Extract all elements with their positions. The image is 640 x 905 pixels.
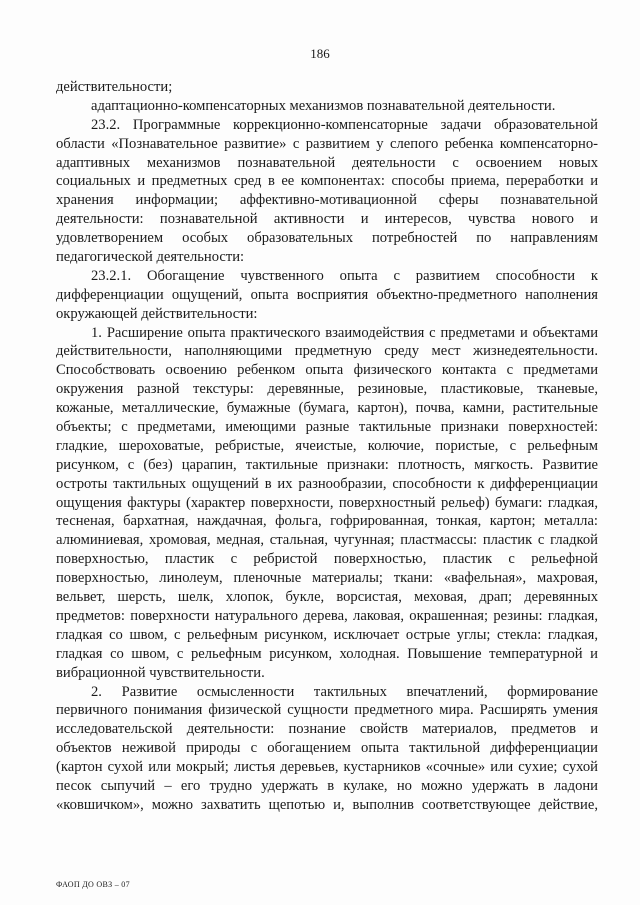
text-line: тесненая, бархатная, наждачная, фольга, гофрированная, тонкая, картон; металла: [56,513,598,530]
text-line: (картон сухой или мокрый; листья деревьев, кустарников «сочные» или сухие; сухой [56,759,598,776]
text-line: объектов неживой природы с обогащением опыта тактильной дифференциации [56,740,598,757]
text-line: вельвет, шерсть, шелк, хлопок, букле, ворсистая, меховая, драп; деревянных [56,589,598,606]
text-line: 2. Развитие осмысленности тактильных впечатлений, формирование [91,683,598,700]
text-line: деятельности: познавательной активности и интересов, чувства нового и [56,211,598,228]
text-line: гладкие, шероховатые, ребристые, ячеистые, колючие, пористые, с рельефным [56,437,598,454]
text-line: исследовательской деятельности: познание свойств материалов, предметов и [56,721,598,738]
text-line: песок сыпучий – его трудно удержать в кулаке, но можно удержать в ладони [56,777,598,794]
body-text [56,78,598,815]
text-line: гладкая со швом, с рельефным рисунком, холодная. Повышение температурной и [56,645,598,662]
text-line: первичного понимания физической сущности предметного мира. Расширять умения [56,702,598,719]
text-line: удовлетворением особых образовательных потребностей по направлениям [56,230,598,247]
text-line: алюминиевая, хромовая, медная, стальная, чугунная; пластмассы: пластик с гладкой [56,532,598,549]
text-line: Способствовать освоению ребенком опыта физического контакта с предметами [56,362,598,379]
text-line: поверхностью, линолеум, пленочные материалы; ткани: «вафельная», махровая, [56,570,598,587]
text-line: рисунком, с (без) царапин, тактильные признаки: плотность, мягкость. Развитие [56,456,598,473]
text-line: хранения информации; аффективно-мотивационной сферы познавательной [56,192,598,209]
page-footer: ФАОП ДО ОВЗ – 07 [56,880,130,889]
text-line: остроты тактильных ощущений в их разнообразии, способности к дифференциации [56,475,598,492]
text-line: объекты; с предметами, имеющими разные тактильные признаки поверхностей: [56,419,598,436]
text-line: социальных и предметных сред в ее компонентах: способы приема, переработки и [56,173,598,190]
text-line: окружающей действительности: [56,305,258,322]
text-line: кожаные, металлические, бумажные (бумага, картон), почва, камни, растительные [56,400,598,417]
text-line: гладкая со швом, с рельефным рисунком, исключает острые углы; стекла: гладкая, [56,626,598,643]
text-line: «ковшичком», можно захватить щепотью и, выполнив соответствующее действие, [56,796,598,813]
text-line: адаптивных механизмов познавательной деятельности с освоением новых [56,154,598,171]
text-line: адаптационно-компенсаторных механизмов познавательной деятельности. [91,97,556,114]
text-line: 23.2. Программные коррекционно-компенсаторные задачи образовательной [91,116,598,133]
text-line: действительности; [56,79,173,95]
text-line: окружения разной текстуры: деревянные, резиновые, пластиковые, тканевые, [56,381,598,398]
text-line: области «Познавательное развитие» с развитием у слепого ребенка компенсаторно- [56,135,598,152]
text-line: ощущения фактуры (характер поверхности, поверхностный рельеф) бумаги: гладкая, [56,494,598,511]
text-line: педагогической деятельности: [56,249,245,266]
text-line: поверхностью, пластик с ребристой поверхностью, пластик с рельефной [56,551,598,568]
text-line: действительности, наполняющими предметную среду мест жизнедеятельности. [56,343,598,360]
text-line: 1. Расширение опыта практического взаимодействия с предметами и объектами [91,324,598,341]
page-number: 186 [310,46,330,61]
text-line: дифференциации ощущений, опыта восприятия объектно-предметного наполнения [56,286,598,303]
text-line: предметов: поверхности натурального дерева, лаковая, окрашенная; резины: гладкая, [56,607,598,624]
text-line: вибрационной чувствительности. [56,664,265,681]
text-line: 23.2.1. Обогащение чувственного опыта с развитием способности к [91,267,598,284]
